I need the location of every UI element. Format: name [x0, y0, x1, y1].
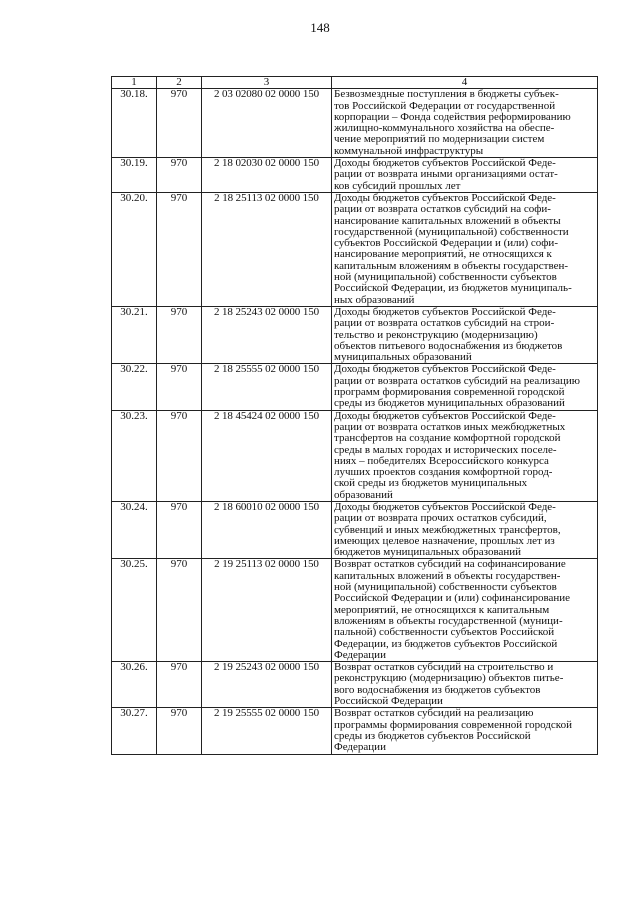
administrator-code-cell: 970	[157, 89, 202, 158]
revenue-name-line: тов Российской Федерации от государственной	[334, 99, 556, 112]
row-number-cell: 30.20.	[112, 192, 157, 306]
table-row	[112, 559, 598, 662]
budget-classification-code-cell: 2 18 45424 02 0000 150	[202, 410, 332, 501]
revenue-name-line: Безвозмездные поступления в бюджеты субъек-	[334, 88, 559, 101]
revenue-name-line: рации от возврата остатков субсидий на софи-	[334, 203, 551, 216]
revenue-name-line: корпорации – Фонда содействия реформированию	[334, 110, 571, 123]
administrator-code-cell: 970	[157, 559, 202, 662]
revenue-name-line: нансирование мероприятий, не относящихся к	[334, 248, 552, 261]
revenue-name-line: образований	[334, 488, 393, 501]
revenue-name-line: ниях – победителях Всероссийского конкурса	[334, 454, 549, 467]
table-row	[112, 89, 598, 158]
row-number-cell: 30.27.	[112, 708, 157, 754]
budget-classification-code-cell: 2 19 25555 02 0000 150	[202, 708, 332, 754]
revenue-name-line: Доходы бюджетов субъектов Российской Феде-	[334, 157, 556, 170]
row-number-cell: 30.19.	[112, 158, 157, 193]
revenue-name-line: Российской Федерации и (или) софинансирование	[334, 592, 571, 605]
revenue-name-line: имеющих целевое назначение, прошлых лет из	[334, 534, 555, 547]
budget-classification-code-cell: 2 18 60010 02 0000 150	[202, 501, 332, 558]
administrator-code-cell: 970	[157, 501, 202, 558]
budget-classification-code-cell: 2 18 25243 02 0000 150	[202, 306, 332, 363]
revenue-name-line: бюджетов муниципальных образований	[334, 546, 522, 559]
budget-classification-code-cell: 2 03 02080 02 0000 150	[202, 89, 332, 158]
revenue-name-line: субъектов Российской Федерации и (или) софи-	[334, 237, 558, 250]
row-number-cell: 30.18.	[112, 89, 157, 158]
table-body	[112, 89, 598, 754]
revenue-name-line: муниципальных образований	[334, 351, 472, 364]
column-header-name: 4	[332, 77, 598, 89]
revenue-name-cell	[332, 89, 598, 158]
revenue-name-line: рации от возврата прочих остатков субсидий,	[334, 512, 547, 525]
revenue-name-line: рации от возврата остатков иных межбюджетных	[334, 420, 566, 433]
row-number-cell: 30.24.	[112, 501, 157, 558]
row-number-cell: 30.23.	[112, 410, 157, 501]
revenue-name-line: рации от возврата остатков субсидий на реализацию	[334, 374, 580, 387]
revenue-name-line: капитальных вложений в объекты государствен-	[334, 569, 561, 582]
revenue-name-line: программы формирования современной городской	[334, 718, 572, 731]
revenue-name-cell	[332, 158, 598, 193]
page-number: 148	[310, 20, 330, 35]
column-header-number: 1	[112, 77, 157, 89]
revenue-name-line: государственной (муниципальной) собственности	[334, 225, 569, 238]
revenue-name-line: Российской Федерации	[334, 695, 443, 708]
revenue-name-line: ков субсидий прошлых лет	[334, 179, 461, 192]
revenue-name-line: среды из бюджетов муниципальных образований	[334, 397, 565, 410]
revenue-name-line: ной (муниципальной) собственности субъектов	[334, 271, 557, 284]
revenue-name-line: рации от возврата остатков субсидий на строи-	[334, 317, 555, 330]
budget-classification-code-cell: 2 18 25555 02 0000 150	[202, 364, 332, 410]
revenue-name-line: Российской Федерации, из бюджетов муниципаль-	[334, 282, 572, 295]
table-row	[112, 306, 598, 363]
revenue-name-line: жилищно-коммунального хозяйства на обеспе-	[334, 122, 555, 135]
revenue-name-cell	[332, 410, 598, 501]
revenue-name-cell	[332, 559, 598, 662]
revenue-name-cell	[332, 708, 598, 754]
revenue-name-line: ской среды из бюджетов муниципальных	[334, 477, 528, 490]
revenue-name-line: мероприятий, не относящихся к капитальным	[334, 603, 550, 616]
row-number-cell: 30.21.	[112, 306, 157, 363]
revenue-name-line: программ формирования современной городской	[334, 386, 565, 399]
revenue-name-line: Доходы бюджетов субъектов Российской Феде-	[334, 363, 556, 376]
budget-classification-code-cell: 2 19 25113 02 0000 150	[202, 559, 332, 662]
table-header-row	[112, 77, 598, 89]
revenue-name-line: коммунальной инфраструктуры	[334, 144, 484, 157]
revenue-name-line: среды в малых городах и исторических поселе-	[334, 443, 557, 456]
revenue-name-line: Возврат остатков субсидий на софинансирование	[334, 558, 566, 571]
table-row	[112, 158, 598, 193]
column-header-administrator: 2	[157, 77, 202, 89]
revenue-name-line: субвенций и иных межбюджетных трансфертов,	[334, 523, 561, 536]
revenue-name-line: капитальным вложениям в объекты государствен-	[334, 259, 569, 272]
table-row	[112, 708, 598, 754]
revenue-name-line: рации от возврата иными организациями остат-	[334, 168, 558, 181]
revenue-name-line: лучших проектов создания комфортной город-	[334, 466, 553, 479]
revenue-name-line: Возврат остатков субсидий на реализацию	[334, 707, 534, 720]
revenue-name-cell	[332, 364, 598, 410]
revenue-name-line: Возврат остатков субсидий на строительство и	[334, 661, 554, 674]
table-row	[112, 410, 598, 501]
revenue-name-line: трансфертов на создание комфортной городской	[334, 432, 561, 445]
administrator-code-cell: 970	[157, 192, 202, 306]
revenue-name-line: среды из бюджетов субъектов Российской	[334, 729, 531, 742]
revenue-name-line: объектов питьевого водоснабжения из бюджетов	[334, 339, 563, 352]
administrator-code-cell: 970	[157, 306, 202, 363]
revenue-name-line: Федерации	[334, 648, 386, 661]
revenue-name-line: тельство и реконструкцию (модернизацию)	[334, 328, 538, 341]
row-number-cell: 30.26.	[112, 662, 157, 708]
budget-classification-code-cell: 2 19 25243 02 0000 150	[202, 662, 332, 708]
administrator-code-cell: 970	[157, 364, 202, 410]
revenue-name-line: нансирование капитальных вложений в объекты	[334, 214, 561, 227]
revenue-name-line: Доходы бюджетов субъектов Российской Феде-	[334, 305, 556, 318]
revenue-name-line: вложениям в объекты государственной (муници-	[334, 614, 563, 627]
revenue-name-line: чение мероприятий по модернизации систем	[334, 133, 545, 146]
table-row	[112, 662, 598, 708]
row-number-cell: 30.22.	[112, 364, 157, 410]
table-row	[112, 364, 598, 410]
revenue-name-line: пальной) собственности субъектов Российской	[334, 626, 555, 639]
column-header-code: 3	[202, 77, 332, 89]
revenue-name-cell	[332, 501, 598, 558]
budget-classification-code-cell: 2 18 25113 02 0000 150	[202, 192, 332, 306]
row-number-cell: 30.25.	[112, 559, 157, 662]
table-row	[112, 192, 598, 306]
administrator-code-cell: 970	[157, 662, 202, 708]
revenue-name-cell	[332, 192, 598, 306]
revenue-name-cell	[332, 306, 598, 363]
revenue-name-line: Федерации	[334, 741, 386, 754]
revenue-name-line: ных образований	[334, 293, 415, 306]
revenue-name-line: Доходы бюджетов субъектов Российской Феде-	[334, 409, 556, 422]
revenue-name-line: Федерации, из бюджетов субъектов Российской	[334, 637, 558, 650]
revenue-name-line: Доходы бюджетов субъектов Российской Феде-	[334, 191, 556, 204]
administrator-code-cell: 970	[157, 708, 202, 754]
table-row	[112, 501, 598, 558]
revenue-name-line: реконструкцию (модернизацию) объектов питье-	[334, 672, 564, 685]
administrator-code-cell: 970	[157, 158, 202, 193]
budget-classification-code-cell: 2 18 02030 02 0000 150	[202, 158, 332, 193]
revenue-name-line: Доходы бюджетов субъектов Российской Феде-	[334, 500, 556, 513]
administrator-code-cell: 970	[157, 410, 202, 501]
revenue-classification-table	[111, 76, 598, 755]
revenue-name-line: ной (муниципальной) собственности субъектов	[334, 581, 557, 594]
revenue-name-cell	[332, 662, 598, 708]
revenue-name-line: вого водоснабжения из бюджетов субъектов	[334, 683, 541, 696]
